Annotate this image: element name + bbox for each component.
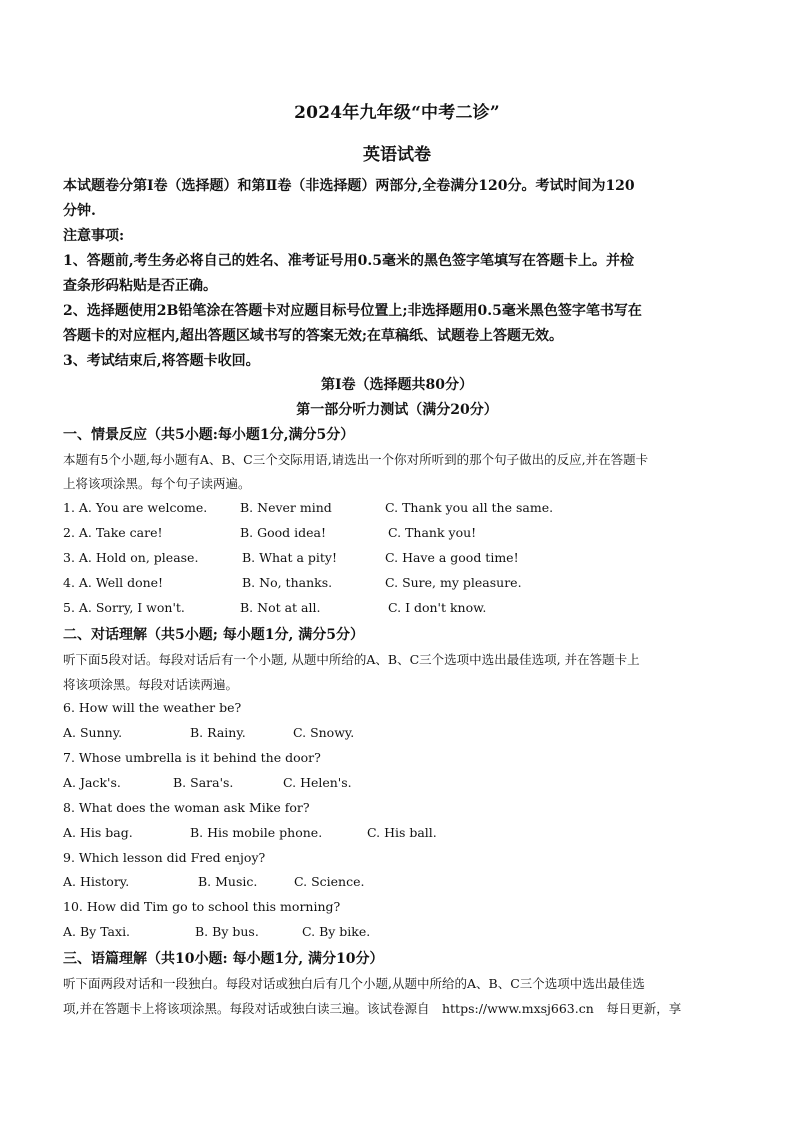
q8-option-b: B. His mobile phone. [190, 825, 323, 840]
intro-line-1: 本试题卷分第Ⅰ卷（选择题）和第Ⅱ卷（非选择题）两部分,全卷满分120分。考试时间为120 [63, 178, 635, 194]
q3-option-a: 3. A. Hold on, please. [63, 550, 199, 565]
notice-1b: 查条形码粘贴是否正确。 [63, 278, 217, 294]
exam-title: 2024年九年级“中考二诊” [294, 103, 500, 123]
exam-subtitle: 英语试卷 [363, 145, 431, 165]
q1-option-c: C. Thank you all the same. [385, 500, 554, 515]
section-1-instruction-1: 本题有5个小题,每小题有A、B、C三个交际用语,请选出一个你对所听到的那个句子做出的反应,并在答题卡 [63, 452, 649, 467]
q7-option-a: A. Jack's. [63, 775, 121, 790]
q9-option-c: C. Science. [294, 874, 365, 889]
section-2-instruction-2: 将该项涂黑。每段对话读两遍。 [63, 677, 239, 692]
q6-option-a: A. Sunny. [63, 725, 123, 740]
notice-1a: 1、答题前,考生务必将自己的姓名、准考证号用0.5毫米的黑色签字笔填写在答题卡上。并检 [63, 253, 634, 269]
section-1-heading: 一、情景反应（共5小题:每小题1分,满分5分） [63, 427, 355, 443]
q4-option-b: B. No, thanks. [242, 575, 333, 590]
q5-option-b: B. Not at all. [240, 600, 321, 615]
section-2-heading: 二、对话理解（共5小题; 每小题1分, 满分5分） [63, 627, 365, 643]
q10-question: 10. How did Tim go to school this morning? [63, 899, 341, 914]
q7-option-c: C. Helen's. [283, 775, 352, 790]
q7-option-b: B. Sara's. [173, 775, 234, 790]
q2-option-b: B. Good idea! [240, 525, 327, 540]
q10-option-c: C. By bike. [302, 924, 371, 939]
section-3-instruction-2: 项,并在答题卡上将该项涂黑。每段对话或独白读三遍。该试卷源自 https://www.mxsj663.cn 每日更新，享 [63, 1001, 682, 1016]
intro-line-2: 分钟. [63, 203, 96, 219]
q1-option-a: 1. A. You are welcome. [63, 500, 208, 515]
q6-option-c: C. Snowy. [293, 725, 355, 740]
section-3-instruction-1: 听下面两段对话和一段独白。每段对话或独白后有几个小题,从题中所给的A、B、C三个选项中选出最佳选 [63, 976, 645, 991]
q9-option-b: B. Music. [198, 874, 258, 889]
q3-option-b: B. What a pity! [242, 550, 338, 565]
notice-2b: 答题卡的对应框内,超出答题区域书写的答案无效;在草稿纸、试题卷上答题无效。 [63, 328, 564, 344]
section-3-heading: 三、语篇理解（共10小题: 每小题1分, 满分10分） [63, 951, 384, 967]
notice-2a: 2、选择题使用2B铅笔涂在答题卡对应题目标号位置上;非选择题用0.5毫米黑色签字笔书写在 [63, 303, 642, 319]
q8-question: 8. What does the woman ask Mike for? [63, 800, 310, 815]
notice-title: 注意事项: [63, 228, 125, 244]
q7-question: 7. Whose umbrella is it behind the door? [63, 750, 321, 765]
q3-option-c: C. Have a good time! [385, 550, 519, 565]
part-1-title: 第一部分听力测试（满分20分） [296, 402, 498, 418]
q8-option-a: A. His bag. [63, 825, 133, 840]
section-1-instruction-2: 上将该项涂黑。每个句子读两遍。 [63, 476, 251, 491]
q9-question: 9. Which lesson did Fred enjoy? [63, 850, 266, 865]
notice-3: 3、考试结束后,将答题卡收回。 [63, 353, 260, 369]
q10-option-a: A. By Taxi. [63, 924, 131, 939]
q4-option-c: C. Sure, my pleasure. [385, 575, 522, 590]
q9-option-a: A. History. [63, 874, 130, 889]
q4-option-a: 4. A. Well done! [63, 575, 164, 590]
q2-option-a: 2. A. Take care! [63, 525, 163, 540]
q10-option-b: B. By bus. [195, 924, 259, 939]
q2-option-c: C. Thank you! [388, 525, 477, 540]
q6-question: 6. How will the weather be? [63, 700, 242, 715]
q1-option-b: B. Never mind [240, 500, 332, 515]
volume-1-title: 第Ⅰ卷（选择题共80分） [320, 377, 474, 393]
q8-option-c: C. His ball. [367, 825, 437, 840]
q6-option-b: B. Rainy. [190, 725, 246, 740]
q5-option-c: C. I don't know. [388, 600, 487, 615]
q5-option-a: 5. A. Sorry, I won't. [63, 600, 185, 615]
section-2-instruction-1: 听下面5段对话。每段对话后有一个小题, 从题中所给的A、B、C三个选项中选出最佳选项, 并在答题卡上 [63, 652, 640, 667]
